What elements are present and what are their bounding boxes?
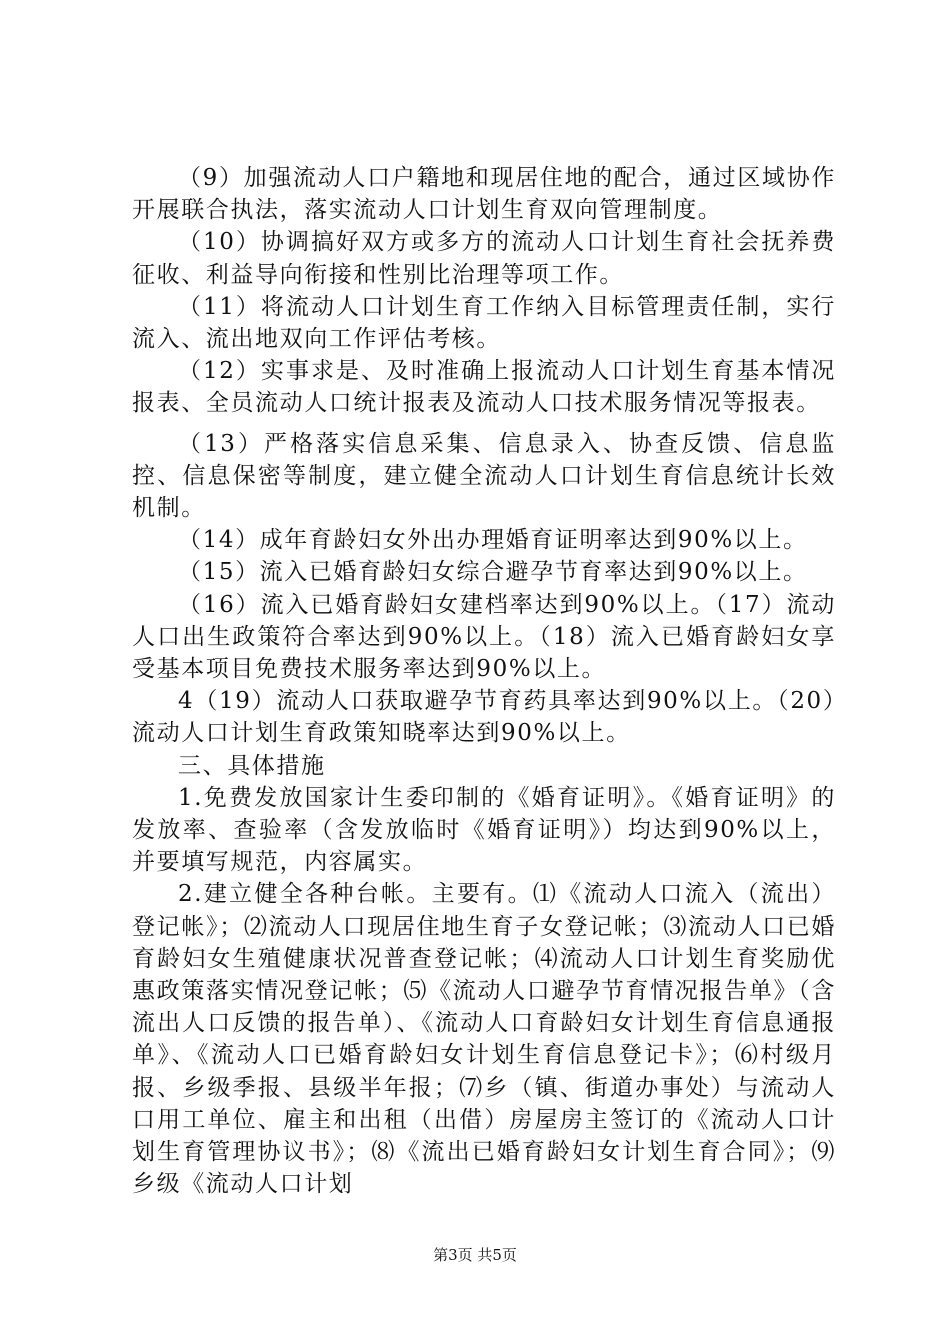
paragraph-item-11: （11）将流动人口计划生育工作纳入目标管理责任制，实行流入、流出地双向工作评估考核。 [132, 293, 836, 353]
paragraph-items-19-20: 4（19）流动人口获取避孕节育药具率达到90%以上。（20）流动人口计划生育政策知晓率达到90%以上。 [132, 688, 836, 747]
document-body [132, 162, 836, 1201]
measure-paragraph-2: 2.建立健全各种台帐。主要有。⑴《流动人口流入（流出）登记帐》；⑵流动人口现居住地生育子女登记帐；⑶流动人口已婚育龄妇女生殖健康状况普查登记帐；⑷流动人口计划生育奖励优惠政策落实情况登记帐；⑸《流动人口避孕节育情况报告单》（含流出人口反馈的报告单）、《流动人口育龄妇女计划生育信息通报单》、《流动人口已婚育龄妇女计划生育信息登记卡》；⑹村级月报、乡级季报、县级半年报；⑺乡（镇、街道办事处）与流动人口用工单位、雇主和出租（出借）房屋房主签订的《流动人口计划生育管理协议书》；⑻《流出已婚育龄妇女计划生育合同》；⑼乡级《流动人口计划 [132, 881, 836, 1198]
paragraph-items-16-18: （16）流入已婚育龄妇女建档率达到90%以上。（17）流动人口出生政策符合率达到90%以上。（18）流入已婚育龄妇女享受基本项目免费技术服务率达到90%以上。 [132, 591, 836, 683]
paragraph-item-13: （13）严格落实信息采集、信息录入、协查反馈、信息监控、信息保密等制度，建立健全流动人口计划生育信息统计长效机制。 [132, 430, 836, 522]
measure-paragraph-1: 1.免费发放国家计生委印制的《婚育证明》。《婚育证明》的发放率、查验率（含发放临时《婚育证明》）均达到90%以上，并要填写规范，内容属实。 [132, 784, 836, 876]
page-footer: 第3页 共5页 [433, 1246, 517, 1264]
paragraph-item-9: （9）加强流动人口户籍地和现居住地的配合，通过区域协作开展联合执法，落实流动人口计划生育双向管理制度。 [132, 165, 836, 224]
paragraph-item-10: （10）协调搞好双方或多方的流动人口计划生育社会抚养费征收、利益导向衔接和性别比治理等项工作。 [132, 229, 836, 288]
section-heading: 三、具体措施 [178, 752, 326, 779]
paragraph-item-15: （15）流入已婚育龄妇女综合避孕节育率达到90%以上。 [178, 559, 808, 586]
paragraph-item-14: （14）成年育龄妇女外出办理婚育证明率达到90%以上。 [178, 527, 808, 554]
paragraph-item-12: （12）实事求是、及时准确上报流动人口计划生育基本情况报表、全员流动人口统计报表及流动人口技术服务情况等报表。 [132, 358, 836, 417]
